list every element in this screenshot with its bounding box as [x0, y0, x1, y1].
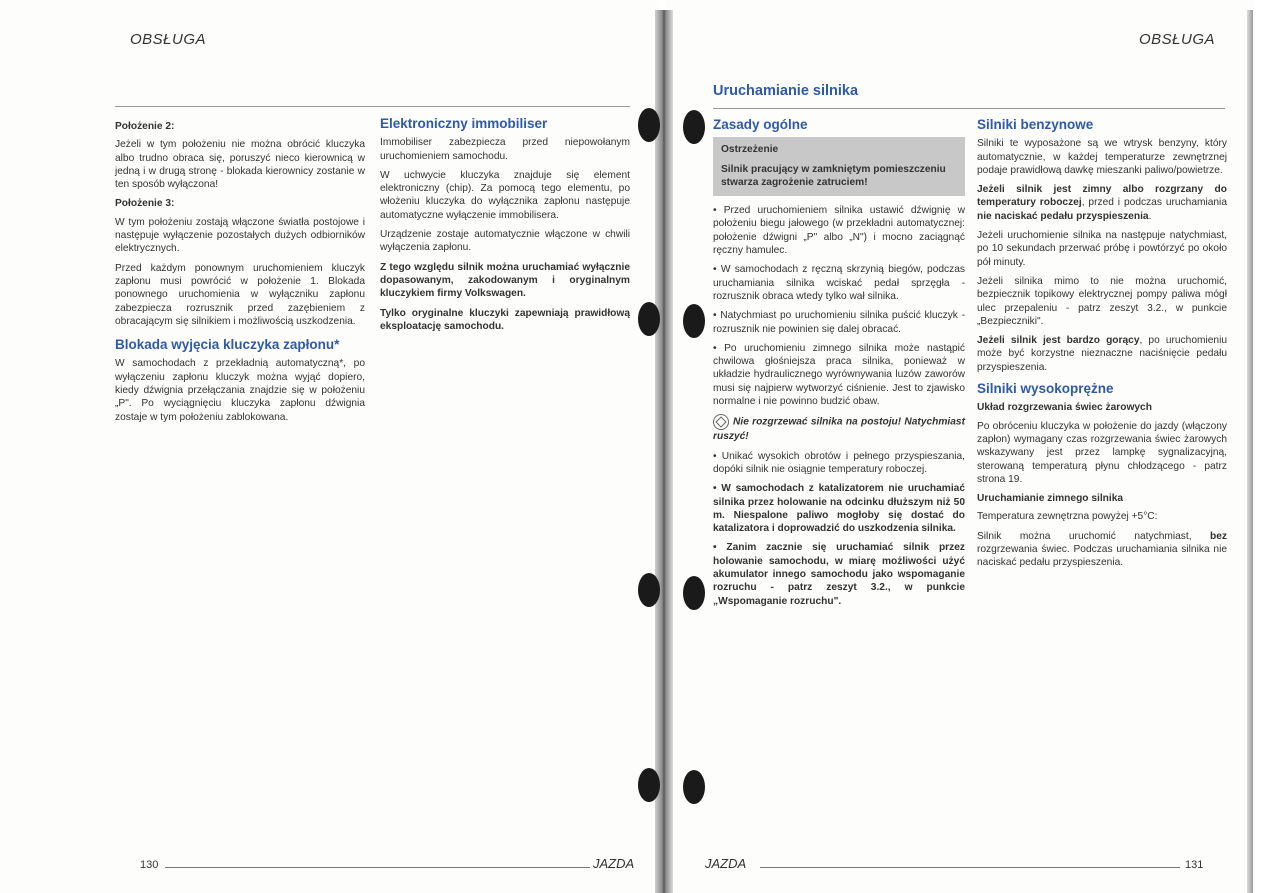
bullet-7: • Zanim zacznie się uruchamiać silnik przez holowanie samochodu, w miarę możliwości użyć akumulator innego samochodu jako wspomaganie rozruchu - patrz zeszyt 3.2., w punkcie „Wspomaganie rozruchu".	[713, 542, 965, 607]
cold-start-subtitle: Uruchamianie zimnego silnika	[977, 493, 1124, 505]
header-rule	[713, 108, 1225, 109]
binder-hole	[638, 302, 660, 336]
bullet-3: • Natychmiast po uruchomieniu silnika puścić kluczyk - rozrusznik nie powinien się dalej obracać.	[713, 310, 965, 335]
binder-hole	[683, 576, 705, 610]
binder-hole	[683, 110, 705, 144]
footer-title: JAZDA	[593, 856, 635, 871]
warning-text: Silnik pracujący w zamkniętym pomieszczeniu stwarza zagrożenie zatruciem!	[721, 163, 946, 188]
petrol-p2-text: , przed i podczas uruchamiania	[1081, 197, 1227, 209]
petrol-p4: Jeżeli silnika mimo to nie można uruchomić, bezpiecznik topikowy elektrycznej pompy paliwa mógł ulec przepaleniu - patrz zeszyt 3.2., w punkcie „Bezpieczniki".	[977, 275, 1227, 327]
warning-title: Ostrzeżenie	[721, 144, 779, 156]
immobiliser-p1: Immobiliser zabezpiecza przed niepowołanym uruchomieniem samochodu.	[380, 137, 630, 162]
page-edge	[1247, 10, 1253, 893]
bullet-5: • Unikać wysokich obrotów i pełnego przyspieszania, dopóki silnik nie osiągnie temperatury roboczej.	[713, 450, 965, 475]
footer-rule	[760, 867, 1180, 868]
right-column-2	[977, 118, 1227, 576]
petrol-p2-bold: Jeżeli silnik jest zimny albo rozgrzany do temperatury roboczej	[977, 184, 1227, 209]
glow-plug-subtitle: Układ rozgrzewania świec żarowych	[977, 402, 1152, 414]
key-lock-title: Blokada wyjęcia kluczyka zapłonu*	[115, 337, 340, 353]
petrol-p5	[977, 334, 1227, 374]
left-column-2	[380, 117, 630, 339]
footer-title: JAZDA	[705, 856, 747, 871]
general-rules-title: Zasady ogólne	[713, 117, 808, 132]
bullet-4: • Po uruchomieniu zimnego silnika może nastąpić chwilowa głośniejsza praca silnika, ponieważ w układzie hydraulicznego wyrównywania luzów zaworów musi się najpierw wytworzyć ciśnienie. Jest to zjawisko normalne i nie powinno budzić obaw.	[713, 342, 965, 408]
bullet-2: • W samochodach z ręczną skrzynią biegów, podczas uruchamiania silnika wciskać pedał sprzęgła - rozrusznik obraca wtedy tylko wał silnika.	[713, 264, 965, 302]
bullet-6: • W samochodach z katalizatorem nie uruchamiać silnika przez holowanie na odcinku dłuższym niż 50 m. Niespalone paliwo mogłoby się dostać do katalizatora i doprowadzić do uszkodzenia silnika.	[713, 483, 965, 535]
position-2-text: Jeżeli w tym położeniu nie można obrócić kluczyka albo trudno obraca się, poruszyć nieco kierownicą w jedną i w drugą stronę - blokada kierownicy zostanie w ten sposób wyłączona!	[115, 139, 365, 191]
right-page	[665, 0, 1255, 893]
book-gutter	[655, 10, 673, 893]
petrol-p2	[977, 183, 1227, 223]
binder-hole	[638, 573, 660, 607]
left-column-1	[115, 120, 365, 430]
binder-hole	[683, 304, 705, 338]
position-3-text: W tym położeniu zostają włączone światła postojowe i następuje wyłączenie pozostałych dużych odbiorników elektrycznych.	[115, 216, 365, 255]
section-title: Uruchamianie silnika	[713, 83, 859, 99]
bullet-1: • Przed uruchomieniem silnika ustawić dźwignię w położeniu biegu jałowego (w przekładni automatycznej: położenie dźwigni „P" albo „N") i mocno zaciągnąć ręczny hamulec.	[713, 205, 965, 257]
environment-icon	[713, 414, 729, 430]
eco-note	[713, 414, 965, 443]
diesel-p2: Temperatura zewnętrzna powyżej +5°C:	[977, 511, 1158, 523]
diesel-engines-title: Silniki wysokoprężne	[977, 381, 1114, 397]
petrol-p3: Jeżeli uruchomienie silnika na następuje natychmiast, po 10 sekundach przerwać próbę i powtórzyć po około pół minuty.	[977, 230, 1227, 268]
key-lock-text: W samochodach z przekładnią automatyczną*, po wyłączeniu zapłonu kluczyk można wyjąć dopiero, kiedy dźwignia przełączania znajdzie się w położeniu „P". Po wyciągnięciu kluczyka zapłonu dźwignia zostaje w tym położeniu zablokowana.	[115, 358, 365, 423]
eco-note-text: Nie rozgrzewać silnika na postoju! Natychmiast ruszyć!	[713, 417, 965, 443]
petrol-engines-title: Silniki benzynowe	[977, 117, 1094, 132]
immobiliser-p3: Urządzenie zostaje automatycznie włączone w chwili wyłączenia zapłonu.	[380, 229, 630, 254]
page-header: OBSŁUGA	[1139, 31, 1216, 48]
diesel-p3-end: rozgrzewania świec. Podczas uruchamiania silnika nie naciskać pedału przyspieszenia.	[977, 544, 1227, 569]
position-3-title: Położenie 3:	[115, 198, 175, 210]
page-number: 130	[140, 859, 159, 871]
diesel-p3-bold: bez	[1210, 530, 1227, 542]
page-header: OBSŁUGA	[130, 31, 207, 48]
immobiliser-title: Elektroniczny immobiliser	[380, 116, 548, 131]
position-2-title: Położenie 2:	[115, 121, 175, 132]
diesel-p3-text: Silnik można uruchomić natychmiast,	[977, 530, 1211, 542]
petrol-p2-bold2: nie naciskać pedału przyspieszenia	[977, 210, 1149, 222]
immobiliser-p5: Tylko oryginalne kluczyki zapewniają prawidłową eksploatację samochodu.	[380, 307, 630, 332]
warning-box	[713, 137, 965, 196]
page-number: 131	[1185, 859, 1204, 871]
diesel-p1: Po obróceniu kluczyka w położenie do jazdy (włączony zapłon) wymagany czas rozgrzewania świec żarowych wskazywany jest przez lampkę sygnalizacyjną, sterowaną temperaturą płynu chłodzącego - patrz strona 19.	[977, 420, 1227, 485]
petrol-p5-text: , po uruchomieniu może być korzystne nieznaczne naciśnięcie pedału przyspieszenia.	[977, 335, 1227, 373]
binder-hole	[638, 108, 660, 142]
binder-hole	[683, 770, 705, 804]
binder-hole	[638, 768, 660, 802]
petrol-p5-bold: Jeżeli silnik jest bardzo gorący	[977, 335, 1140, 347]
header-rule	[115, 106, 630, 107]
petrol-p2-end: .	[1148, 210, 1152, 222]
restart-lock-text: Przed każdym ponownym uruchomieniem kluczyk zapłonu musi powrócić w położenie 1. Blokada ponownego uruchomienia w wyłączniku zapłonu zabezpiecza rozrusznik przed zazębieniem z obracającym się silnikiem i możliwością uszkodzenia.	[115, 262, 365, 327]
footer-rule	[165, 867, 590, 868]
diesel-p3	[977, 530, 1227, 570]
immobiliser-p2: W uchwycie kluczyka znajduje się element elektroniczny (chip). Za pomocą tego elementu, po włożeniu kluczyka do wyłącznika zapłonu następuje automatyczne wyłączenie immobilisera.	[380, 169, 630, 221]
right-column-1	[713, 118, 965, 614]
immobiliser-p4: Z tego względu silnik można uruchamiać wyłącznie dopasowanym, zakodowanym i oryginalnym kluczykiem firmy Volkswagen.	[380, 261, 630, 300]
petrol-p1: Silniki te wyposażone są we wtrysk benzyny, który automatycznie, w każdej temperaturze zewnętrznej podaje prawidłową dawkę mieszanki paliwo/powietrze.	[977, 138, 1227, 176]
